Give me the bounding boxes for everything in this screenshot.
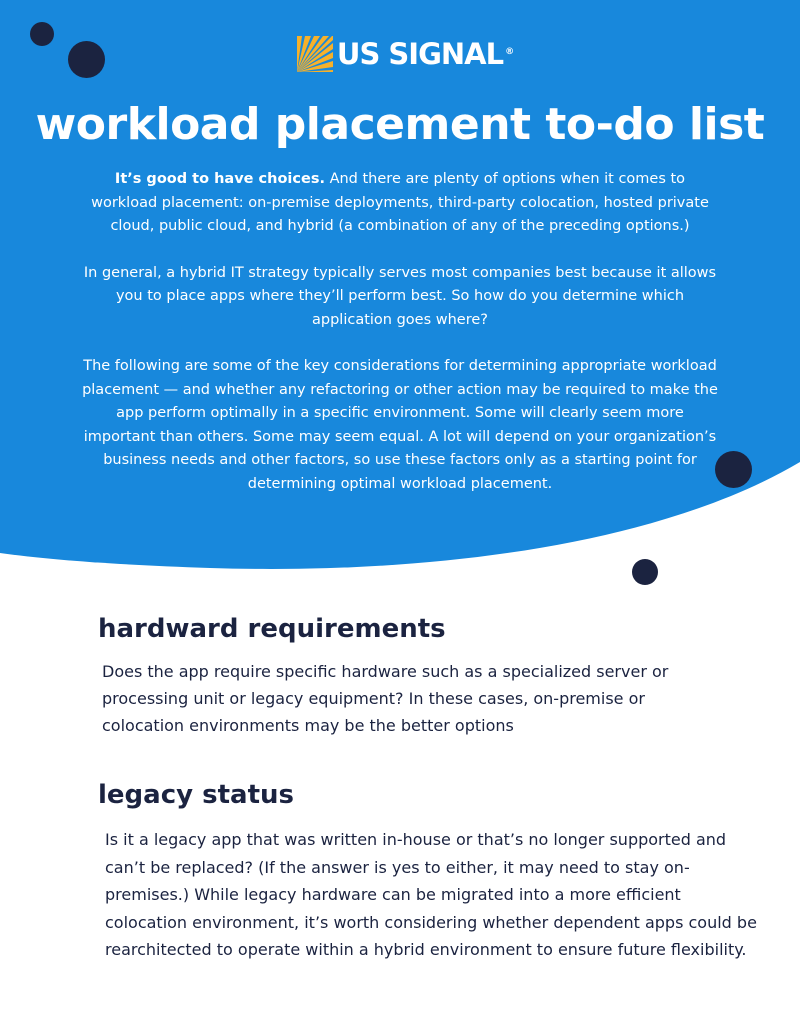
intro-paragraph-2: In general, a hybrid IT strategy typically serves most companies best because it allows you to place apps where they’ll perform best. So how do you determine which application goes where?	[83, 264, 717, 328]
intro-paragraph-1-rest: And there are plenty of options when it comes to workload placement: on-premise deployments, third-party colocation, hosted private cloud, public cloud, and hybrid (a combination of any of the preceding options.)	[91, 171, 709, 234]
section-body: Does the app require specific hardware such as a specialized server or processing unit or legacy equipment? In these cases, on-premise or colocation environments may be the better options	[102, 662, 669, 735]
page-title: workload placement to-do list	[35, 99, 765, 150]
intro-text	[80, 168, 720, 519]
intro-lead: It’s good to have choices.	[114, 171, 325, 187]
intro-paragraph-1	[80, 168, 720, 239]
section-body: Is it a legacy app that was written in-house or that’s no longer supported and can’t be replaced? (If the answer is yes to either, it may need to stay on-premises.) While legacy hardware can be migrated into a more efficient colocation environment, it’s worth considering whether dependent apps could be rearchitected to operate within a hybrid environment to ensure future flexibility.	[105, 830, 757, 959]
logo-wordmark	[336, 36, 514, 72]
brand-logo	[0, 36, 800, 72]
registered-mark: ®	[505, 47, 514, 57]
intro-paragraph-3: The following are some of the key considerations for determining appropriate workload placement — and whether any refactoring or other action may be required to make the app perform optimally in a specific environment. Some will clearly seem more important than others. Some may seem equal. A lot will depend on your organization’s business needs and other factors, so use these factors only as a starting point for determining optimal workload placement.	[82, 358, 718, 492]
section-heading: legacy status	[98, 780, 294, 810]
decorative-dot	[632, 559, 658, 585]
decorative-dot	[715, 451, 752, 488]
section-hardware-requirements	[0, 612, 800, 739]
section-heading: hardward requirements	[98, 614, 446, 644]
sunburst-logo-icon	[297, 36, 333, 72]
logo-text: US SIGNAL	[336, 37, 504, 71]
section-legacy-status	[0, 778, 800, 964]
